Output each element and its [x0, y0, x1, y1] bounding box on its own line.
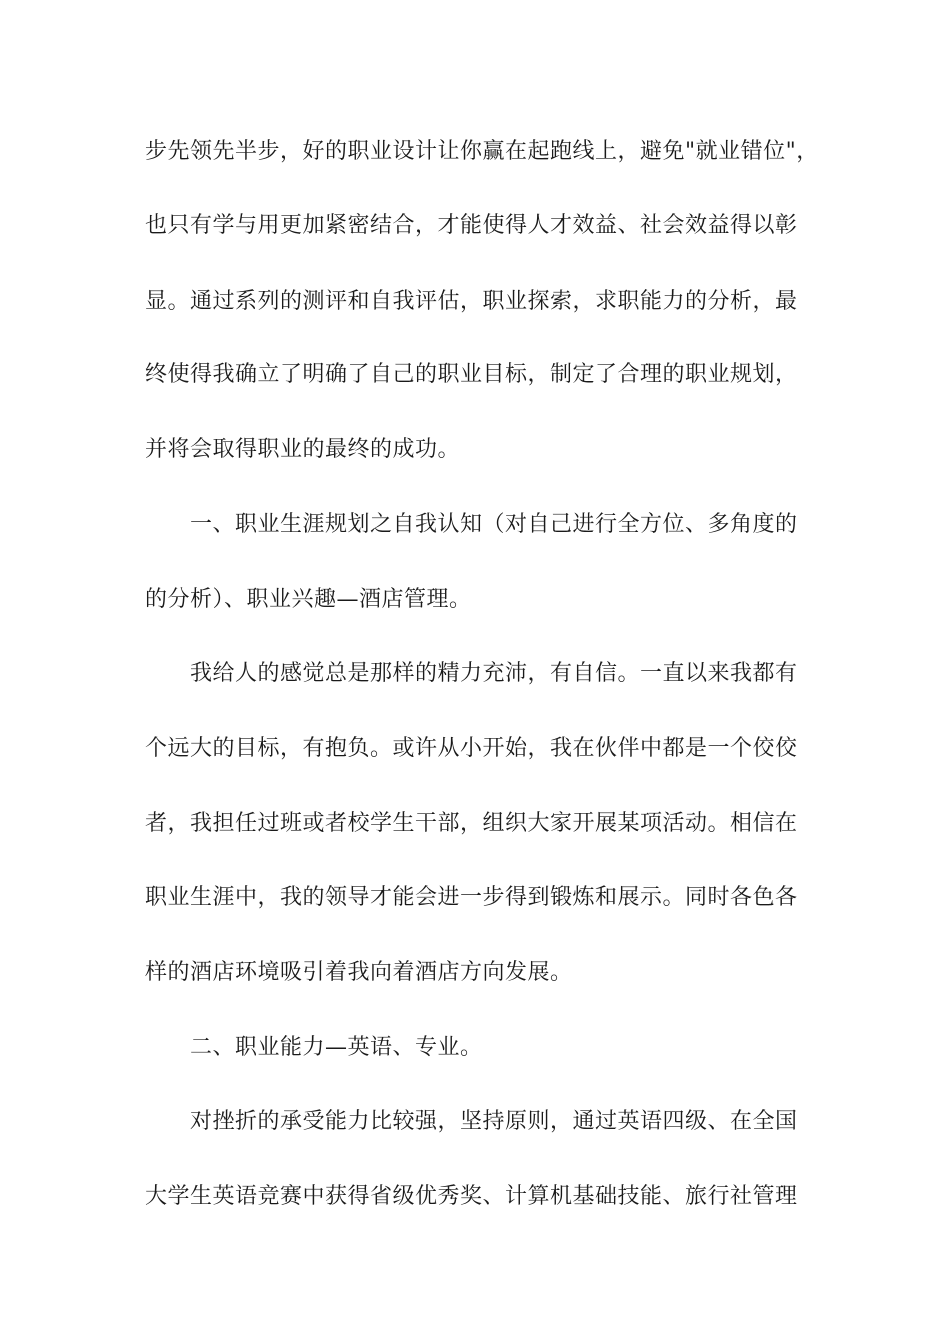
body-text-line: 个远大的目标，有抱负。或许从小开始，我在伙伴中都是一个佼佼 — [145, 736, 798, 761]
body-text-line: 对挫折的承受能力比较强，坚持原则，通过英语四级、在全国 — [190, 1109, 798, 1134]
body-text-line: 步先领先半步，好的职业设计让你赢在起跑线上，避免"就业错位"， — [145, 139, 819, 164]
body-text-line: 职业生涯中，我的领导才能会进一步得到锻炼和展示。同时各色各 — [145, 885, 798, 910]
body-text-line: 显。通过系列的测评和自我评估，职业探索，求职能力的分析，最 — [145, 289, 798, 314]
body-text-line: 并将会取得职业的最终的成功。 — [145, 437, 461, 462]
body-text-line: 者，我担任过班或者校学生干部，组织大家开展某项活动。相信在 — [145, 811, 798, 836]
section-heading-line: 一、职业生涯规划之自我认知（对自己进行全方位、多角度的 — [190, 512, 798, 537]
body-text-line: 大学生英语竞赛中获得省级优秀奖、计算机基础技能、旅行社管理 — [145, 1184, 798, 1209]
section-heading-line: 二、职业能力—英语、专业。 — [190, 1035, 483, 1060]
body-text-line: 也只有学与用更加紧密结合，才能使得人才效益、社会效益得以彰 — [145, 213, 798, 238]
body-text-line: 我给人的感觉总是那样的精力充沛，有自信。一直以来我都有 — [190, 661, 798, 686]
body-text-line: 样的酒店环境吸引着我向着酒店方向发展。 — [145, 960, 573, 985]
section-heading-line: 的分析）、职业兴趣—酒店管理。 — [145, 587, 472, 612]
body-text-line: 终使得我确立了明确了自己的职业目标，制定了合理的职业规划， — [145, 362, 798, 387]
